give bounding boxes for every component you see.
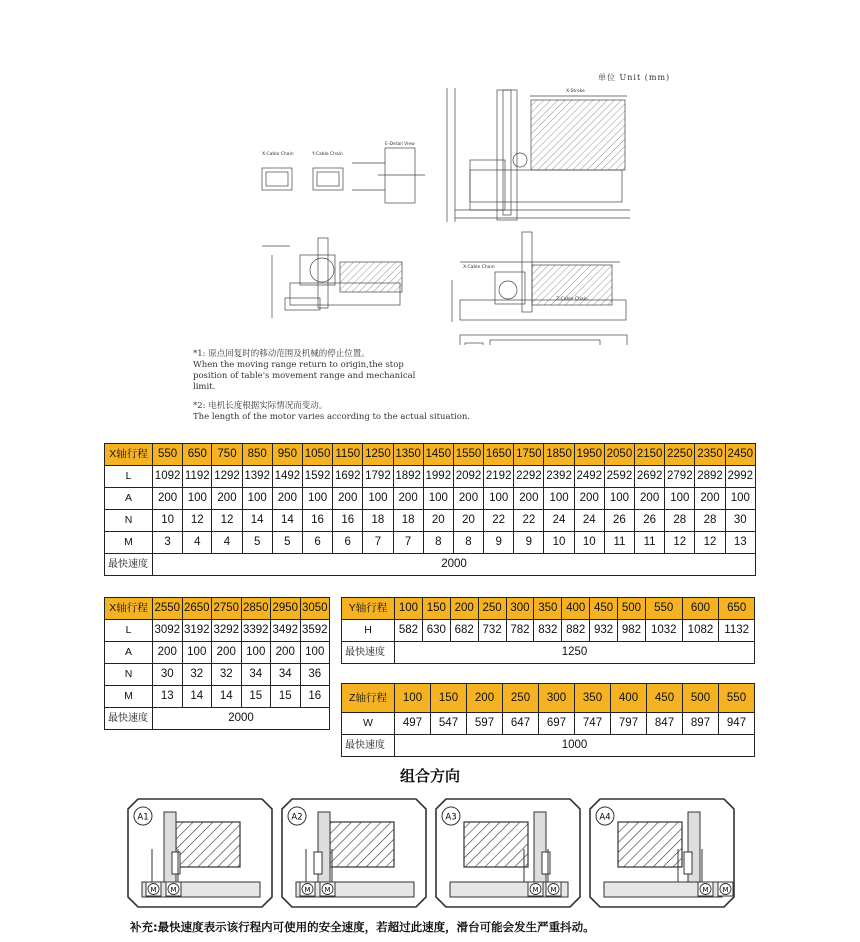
table-cell: 10 xyxy=(544,532,574,554)
table-cell: 100 xyxy=(242,488,272,510)
stroke-header-cell: 200 xyxy=(450,598,478,620)
table-cell: 1592 xyxy=(302,466,332,488)
table-cell: 597 xyxy=(467,713,503,735)
motor-label: M xyxy=(170,886,177,894)
table-cell: 1032 xyxy=(645,620,682,642)
table-cell: 30 xyxy=(725,510,755,532)
row-label: L xyxy=(105,466,153,488)
table-cell: 24 xyxy=(544,510,574,532)
table-cell: 582 xyxy=(395,620,423,642)
table-cell: 26 xyxy=(635,510,665,532)
table-cell: 16 xyxy=(300,686,330,708)
table-cell: 3092 xyxy=(153,620,183,642)
table-cell: 200 xyxy=(212,642,242,664)
table-cell: 832 xyxy=(534,620,562,642)
table-cell: 10 xyxy=(574,532,604,554)
note1-en-line3: limit. xyxy=(193,382,216,392)
table-cell: 2092 xyxy=(453,466,483,488)
table-cell: 13 xyxy=(153,686,183,708)
table-cell: 200 xyxy=(695,488,725,510)
stroke-header-cell: 100 xyxy=(395,684,431,713)
table-cell: 100 xyxy=(182,642,212,664)
table-cell: 12 xyxy=(665,532,695,554)
table-cell: 2392 xyxy=(544,466,574,488)
stroke-header-cell: 550 xyxy=(153,444,183,466)
table-cell: 34 xyxy=(271,664,301,686)
stroke-header-cell: 450 xyxy=(590,598,618,620)
table-cell: 12 xyxy=(183,510,212,532)
table-cell: 797 xyxy=(611,713,647,735)
table-cell: 947 xyxy=(719,713,755,735)
table-cell: 8 xyxy=(423,532,453,554)
header-label: Y轴行程 xyxy=(342,598,395,620)
table-cell: 9 xyxy=(484,532,514,554)
stroke-header-cell: 1950 xyxy=(574,444,604,466)
table-cell: 7 xyxy=(363,532,393,554)
table-cell: 3592 xyxy=(300,620,330,642)
stroke-header-cell: 850 xyxy=(242,444,272,466)
label-x-cable-chain-2: X-Cable Chain xyxy=(463,265,495,270)
row-label: N xyxy=(105,510,153,532)
table-cell: 200 xyxy=(574,488,604,510)
table-cell: 630 xyxy=(422,620,450,642)
table-cell: 1392 xyxy=(242,466,272,488)
row-label: M xyxy=(105,532,153,554)
motor-label: M xyxy=(304,886,311,894)
note1-en-line2: position of table's movement range and mechanical xyxy=(193,371,416,381)
table-cell: 22 xyxy=(514,510,544,532)
table-row xyxy=(342,713,755,735)
table-cell: 18 xyxy=(363,510,393,532)
combination-diagrams xyxy=(0,797,860,912)
stroke-header-cell: 400 xyxy=(562,598,590,620)
table-cell: 497 xyxy=(395,713,431,735)
table-cell: 6 xyxy=(333,532,363,554)
table-cell: 100 xyxy=(423,488,453,510)
note2-cn: *2: 电机长度根据实际情况而变动。 xyxy=(193,401,328,411)
row-label: W xyxy=(342,713,395,735)
motor-label: M xyxy=(532,886,539,894)
table-cell: 100 xyxy=(300,642,330,664)
table-cell: 4 xyxy=(183,532,212,554)
stroke-header-cell: 1850 xyxy=(544,444,574,466)
note1-en-line1: When the moving range return to origin,the stop xyxy=(193,360,404,370)
table-cell: 3292 xyxy=(212,620,242,642)
table-cell: 682 xyxy=(450,620,478,642)
stroke-header-cell: 600 xyxy=(682,598,719,620)
speed-value: 1000 xyxy=(395,735,755,757)
stroke-header-cell: 2050 xyxy=(604,444,634,466)
stroke-header-cell: 750 xyxy=(212,444,242,466)
table-cell: 14 xyxy=(272,510,302,532)
table-cell: 897 xyxy=(683,713,719,735)
table-cell: 3492 xyxy=(271,620,301,642)
table-row xyxy=(105,620,330,642)
table-cell: 200 xyxy=(212,488,242,510)
table-cell: 100 xyxy=(241,642,271,664)
table-cell: 547 xyxy=(431,713,467,735)
stroke-header-cell: 2650 xyxy=(182,598,212,620)
table-cell: 6 xyxy=(302,532,332,554)
speed-row xyxy=(342,642,755,664)
table-cell: 1692 xyxy=(333,466,363,488)
table-cell: 14 xyxy=(242,510,272,532)
table-cell: 11 xyxy=(635,532,665,554)
panel-tag: A2 xyxy=(291,812,303,823)
table-cell: 1192 xyxy=(183,466,212,488)
table-row xyxy=(105,686,330,708)
table-cell: 200 xyxy=(453,488,483,510)
panel-tag: A3 xyxy=(445,812,457,823)
table-cell: 30 xyxy=(153,664,183,686)
stroke-header-cell: 1650 xyxy=(484,444,514,466)
table-cell: 732 xyxy=(478,620,506,642)
x-axis-spec-table-1 xyxy=(104,443,756,576)
table-cell: 10 xyxy=(153,510,183,532)
table-cell: 15 xyxy=(271,686,301,708)
table-cell: 1892 xyxy=(393,466,423,488)
combination-panel xyxy=(282,799,426,907)
stroke-header-cell: 100 xyxy=(395,598,423,620)
table-cell: 1082 xyxy=(682,620,719,642)
header-label: X轴行程 xyxy=(105,444,153,466)
stroke-header-cell: 1750 xyxy=(514,444,544,466)
table-cell: 200 xyxy=(333,488,363,510)
table-row xyxy=(105,664,330,686)
table-cell: 200 xyxy=(514,488,544,510)
table-cell: 100 xyxy=(665,488,695,510)
stroke-header-cell: 2450 xyxy=(725,444,755,466)
table-cell: 932 xyxy=(590,620,618,642)
unit-label: 单位 Unit (mm) xyxy=(598,73,671,82)
speed-label: 最快速度 xyxy=(342,642,395,664)
table-cell: 1792 xyxy=(363,466,393,488)
table-cell: 20 xyxy=(423,510,453,532)
table-row xyxy=(105,466,756,488)
speed-label: 最快速度 xyxy=(105,708,153,730)
table-cell: 200 xyxy=(635,488,665,510)
table-cell: 100 xyxy=(363,488,393,510)
stroke-header-cell: 2550 xyxy=(153,598,183,620)
stroke-header-cell: 450 xyxy=(647,684,683,713)
table-cell: 647 xyxy=(503,713,539,735)
panel-tag: A1 xyxy=(137,812,149,823)
stroke-header-cell: 300 xyxy=(506,598,534,620)
table-cell: 5 xyxy=(242,532,272,554)
speed-row xyxy=(342,735,755,757)
table-cell: 15 xyxy=(241,686,271,708)
table-cell: 32 xyxy=(182,664,212,686)
table-cell: 8 xyxy=(453,532,483,554)
table-row xyxy=(105,510,756,532)
table-cell: 5 xyxy=(272,532,302,554)
stroke-header-cell: 250 xyxy=(503,684,539,713)
table-cell: 28 xyxy=(695,510,725,532)
table-cell: 14 xyxy=(212,686,242,708)
stroke-header-cell: 2950 xyxy=(271,598,301,620)
table-cell: 2692 xyxy=(635,466,665,488)
label-x-stroke: X-Stroke xyxy=(566,89,585,94)
table-cell: 11 xyxy=(604,532,634,554)
table-cell: 200 xyxy=(153,642,183,664)
technical-drawing xyxy=(0,0,860,345)
table-cell: 2192 xyxy=(484,466,514,488)
table-cell: 697 xyxy=(539,713,575,735)
table-cell: 1992 xyxy=(423,466,453,488)
footer-note: 补充:最快速度表示该行程内可使用的安全速度，若超过此速度，滑台可能会发生严重抖动。 xyxy=(130,920,595,934)
z-axis-spec-table xyxy=(341,683,755,757)
table-cell: 2992 xyxy=(725,466,755,488)
table-cell: 200 xyxy=(153,488,183,510)
table-cell: 1092 xyxy=(153,466,183,488)
stroke-header-cell: 1350 xyxy=(393,444,423,466)
stroke-header-cell: 650 xyxy=(183,444,212,466)
table-cell: 22 xyxy=(484,510,514,532)
speed-value: 2000 xyxy=(153,708,330,730)
table-cell: 2592 xyxy=(604,466,634,488)
table-row xyxy=(105,532,756,554)
table-cell: 100 xyxy=(604,488,634,510)
table-cell: 4 xyxy=(212,532,242,554)
stroke-header-cell: 1250 xyxy=(363,444,393,466)
table-cell: 3 xyxy=(153,532,183,554)
speed-value: 1250 xyxy=(395,642,755,664)
table-cell: 782 xyxy=(506,620,534,642)
stroke-header-cell: 2350 xyxy=(695,444,725,466)
stroke-header-cell: 550 xyxy=(719,684,755,713)
speed-label: 最快速度 xyxy=(342,735,395,757)
table-cell: 20 xyxy=(453,510,483,532)
row-label: N xyxy=(105,664,153,686)
table-cell: 100 xyxy=(544,488,574,510)
x-axis-spec-table-2 xyxy=(104,597,330,730)
stroke-header-cell: 300 xyxy=(539,684,575,713)
table-cell: 3392 xyxy=(241,620,271,642)
stroke-header-cell: 400 xyxy=(611,684,647,713)
stroke-header-cell: 2150 xyxy=(635,444,665,466)
table-cell: 200 xyxy=(393,488,423,510)
table-cell: 24 xyxy=(574,510,604,532)
row-label: M xyxy=(105,686,153,708)
table-cell: 12 xyxy=(695,532,725,554)
table-cell: 28 xyxy=(665,510,695,532)
row-label: L xyxy=(105,620,153,642)
table-cell: 32 xyxy=(212,664,242,686)
note2-en: The length of the motor varies according to the actual situation. xyxy=(193,412,471,422)
row-label: A xyxy=(105,642,153,664)
stroke-header-cell: 350 xyxy=(575,684,611,713)
stroke-header-cell: 150 xyxy=(422,598,450,620)
table-cell: 3192 xyxy=(182,620,212,642)
stroke-header-cell: 950 xyxy=(272,444,302,466)
motor-label: M xyxy=(702,886,709,894)
table-row xyxy=(105,488,756,510)
stroke-header-cell: 2750 xyxy=(212,598,242,620)
speed-label: 最快速度 xyxy=(105,554,153,576)
label-x-cable-chain: X-Cable Chain xyxy=(262,152,294,157)
table-cell: 12 xyxy=(212,510,242,532)
table-cell: 1492 xyxy=(272,466,302,488)
y-axis-spec-table xyxy=(341,597,755,664)
combination-title: 组合方向 xyxy=(399,767,460,785)
table-row xyxy=(342,620,755,642)
table-cell: 882 xyxy=(562,620,590,642)
combination-panel xyxy=(436,799,580,907)
motor-label: M xyxy=(150,886,157,894)
stroke-header-cell: 200 xyxy=(467,684,503,713)
stroke-header-cell: 650 xyxy=(719,598,755,620)
label-z-cable-chain: Z-Cable Chain xyxy=(556,297,588,302)
table-cell: 747 xyxy=(575,713,611,735)
stroke-header-cell: 250 xyxy=(478,598,506,620)
table-cell: 26 xyxy=(604,510,634,532)
table-cell: 100 xyxy=(183,488,212,510)
table-cell: 1292 xyxy=(212,466,242,488)
table-cell: 847 xyxy=(647,713,683,735)
row-label: H xyxy=(342,620,395,642)
table-row xyxy=(105,642,330,664)
stroke-header-cell: 1050 xyxy=(302,444,332,466)
header-label: X轴行程 xyxy=(105,598,153,620)
table-cell: 100 xyxy=(484,488,514,510)
stroke-header-cell: 500 xyxy=(683,684,719,713)
table-cell: 7 xyxy=(393,532,423,554)
table-cell: 200 xyxy=(272,488,302,510)
stroke-header-cell: 150 xyxy=(431,684,467,713)
table-cell: 2892 xyxy=(695,466,725,488)
table-cell: 100 xyxy=(302,488,332,510)
combination-panel xyxy=(128,799,272,907)
stroke-header-cell: 1150 xyxy=(333,444,363,466)
table-cell: 2292 xyxy=(514,466,544,488)
table-cell: 18 xyxy=(393,510,423,532)
speed-row xyxy=(105,554,756,576)
label-y-cable-chain: Y-Cable Chain xyxy=(312,152,343,157)
table-cell: 982 xyxy=(618,620,646,642)
stroke-header-cell: 1550 xyxy=(453,444,483,466)
drawing-notes xyxy=(193,349,471,423)
stroke-header-cell: 2250 xyxy=(665,444,695,466)
combination-panel xyxy=(590,799,734,907)
table-cell: 16 xyxy=(302,510,332,532)
speed-value: 2000 xyxy=(153,554,756,576)
speed-row xyxy=(105,708,330,730)
table-cell: 1132 xyxy=(719,620,755,642)
table-cell: 200 xyxy=(271,642,301,664)
table-cell: 100 xyxy=(725,488,755,510)
note1-cn: *1: 原点回复时的移动范围及机械的停止位置。 xyxy=(193,349,370,359)
motor-label: M xyxy=(324,886,331,894)
label-e-detail-view: E-Detail View xyxy=(385,142,415,147)
table-cell: 36 xyxy=(300,664,330,686)
table-cell: 34 xyxy=(241,664,271,686)
stroke-header-cell: 3050 xyxy=(300,598,330,620)
table-cell: 14 xyxy=(182,686,212,708)
header-label: Z轴行程 xyxy=(342,684,395,713)
stroke-header-cell: 1450 xyxy=(423,444,453,466)
motor-label: M xyxy=(722,886,729,894)
table-cell: 2792 xyxy=(665,466,695,488)
panel-tag: A4 xyxy=(599,812,611,823)
table-cell: 2492 xyxy=(574,466,604,488)
stroke-header-cell: 350 xyxy=(534,598,562,620)
table-cell: 9 xyxy=(514,532,544,554)
table-cell: 13 xyxy=(725,532,755,554)
stroke-header-cell: 500 xyxy=(618,598,646,620)
motor-label: M xyxy=(550,886,557,894)
stroke-header-cell: 550 xyxy=(645,598,682,620)
table-cell: 16 xyxy=(333,510,363,532)
row-label: A xyxy=(105,488,153,510)
stroke-header-cell: 2850 xyxy=(241,598,271,620)
